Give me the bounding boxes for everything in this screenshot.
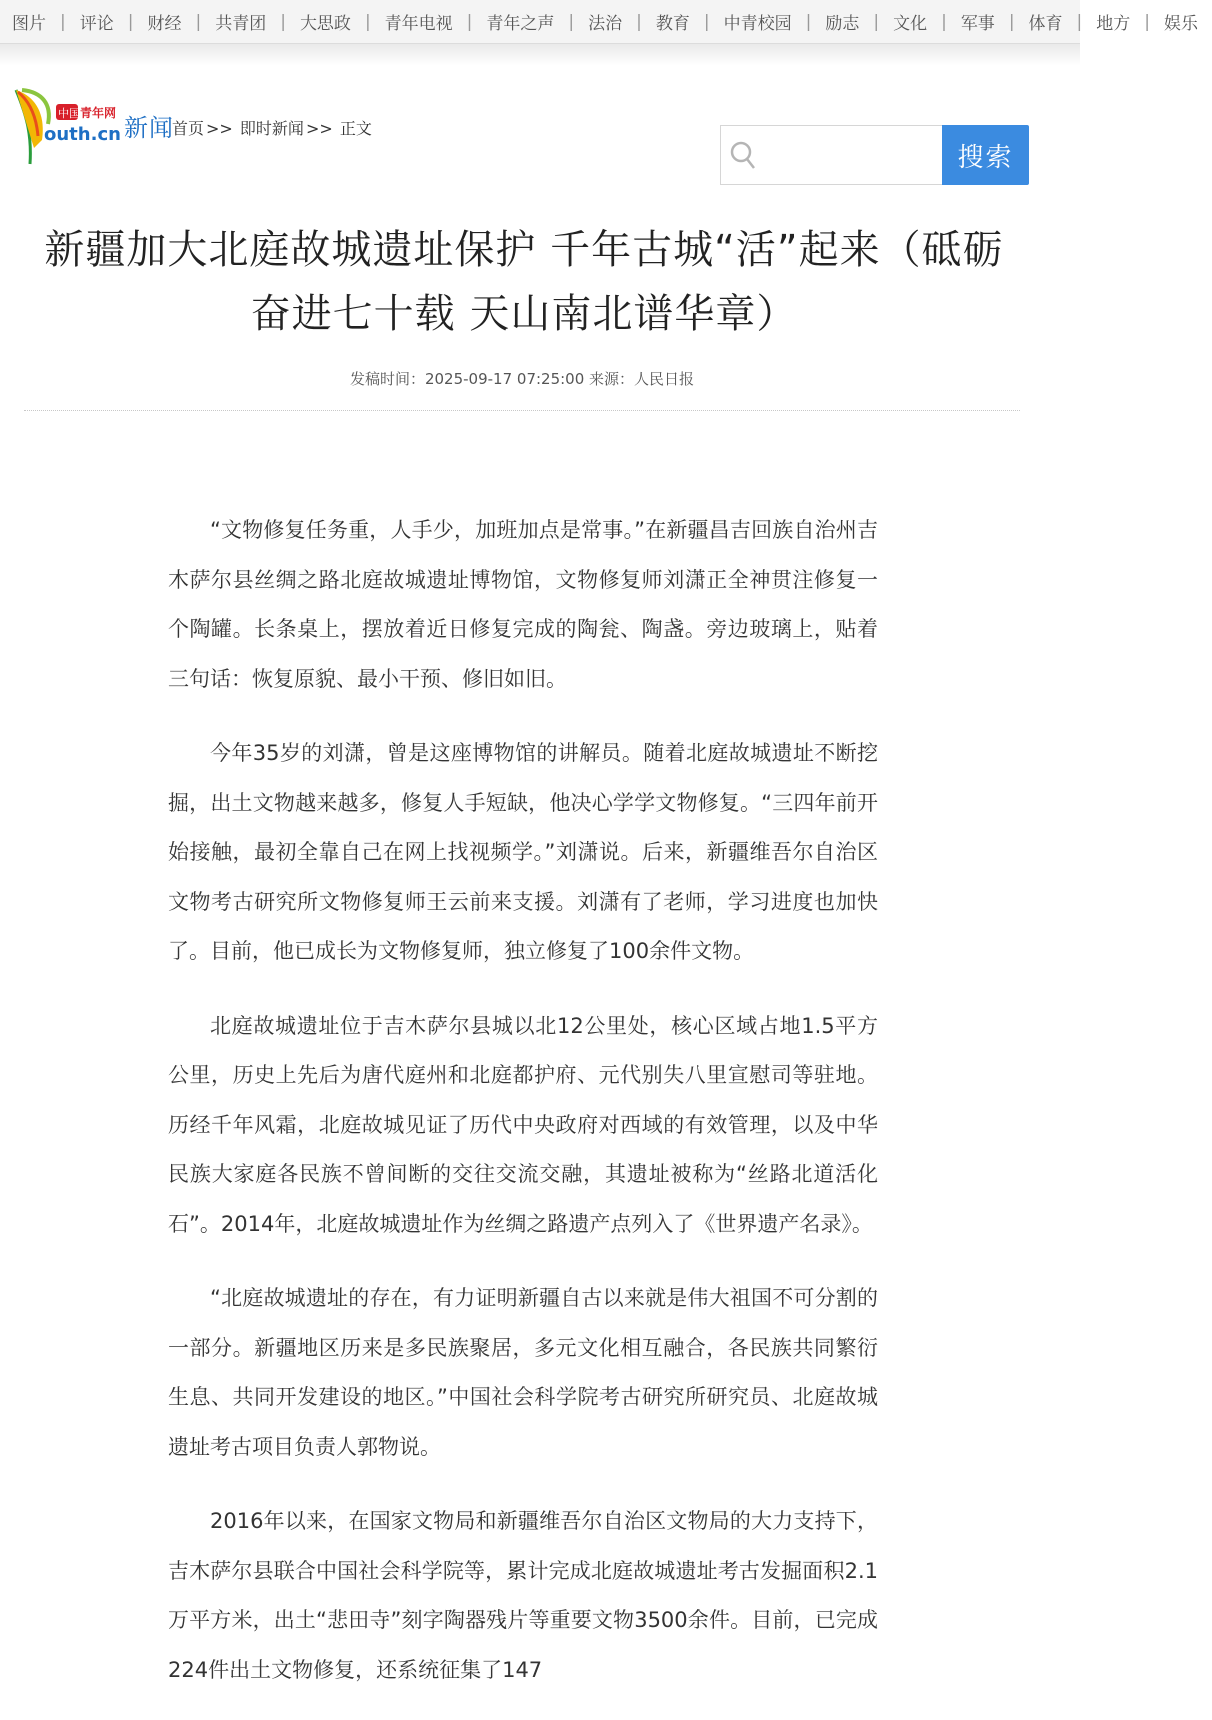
breadcrumb (172, 116, 374, 139)
nav-separator: | (195, 11, 202, 32)
nav-item[interactable]: 体育 (1028, 14, 1063, 34)
search-input[interactable] (763, 127, 933, 183)
article-meta: 发稿时间：2025-09-17 07:25:00 来源：人民日报 (349, 370, 695, 388)
article-title: 新疆加大北庭故城遗址保护 千年古城“活”起来（砥砺奋进七十载 天山南北谱华章） (44, 227, 1004, 337)
article-paragraph: 2016年以来，在国家文物局和新疆维吾尔自治区文物局的大力支持下，吉木萨尔县联合中国社会科学院等，累计完成北庭故城遗址考古发掘面积2.1万平方米，出土“悲田寺”刻字陶器残片等重要文物3500余件。目前，已完成224件出土文物修复，还系统征集了147 (168, 1509, 878, 1682)
search-box (720, 125, 944, 185)
nav-separator: | (568, 11, 575, 32)
logo-domain: outh.cn (44, 124, 121, 145)
search-button[interactable]: 搜索 (942, 125, 1029, 185)
nav-separator: | (364, 11, 371, 32)
search-icon (729, 138, 757, 172)
breadcrumb-separator: >> (305, 119, 333, 138)
nav-item[interactable]: 娱乐 (1164, 14, 1199, 34)
article-body (168, 506, 878, 1720)
site-logo[interactable] (12, 84, 120, 168)
nav-separator: | (127, 11, 134, 32)
youth-logo-icon (12, 84, 120, 168)
svg-text:青年网: 青年网 (80, 106, 117, 120)
nav-separator: | (636, 11, 642, 32)
nav-shadow (0, 44, 1080, 66)
breadcrumb-news[interactable]: 即时新闻 (239, 119, 304, 138)
nav-item[interactable]: 青年电视 (384, 14, 453, 34)
nav-separator: | (280, 11, 286, 32)
nav-separator: | (60, 11, 66, 32)
breadcrumb-current: 正文 (339, 119, 372, 138)
nav-separator: | (466, 11, 473, 32)
breadcrumb-separator: >> (206, 119, 233, 138)
nav-item[interactable]: 地方 (1096, 14, 1131, 34)
nav-item[interactable]: 财经 (147, 14, 182, 34)
article-paragraph: “文物修复任务重，人手少，加班加点是常事。”在新疆昌吉回族自治州吉木萨尔县丝绸之路北庭故城遗址博物馆，文物修复师刘潇正全神贯注修复一个陶罐。长条桌上，摆放着近日修复完成的陶瓮、陶盏。旁边玻璃上，贴着三句话：恢复原貌、最小干预、修旧如旧。 (168, 518, 878, 691)
nav-separator: | (805, 11, 812, 32)
nav-item[interactable]: 法治 (588, 14, 623, 34)
top-navigation (0, 0, 1199, 44)
section-name[interactable]: 新闻 (124, 114, 174, 142)
breadcrumb-home[interactable]: 首页 (172, 119, 205, 138)
nav-item[interactable]: 中青校园 (723, 14, 792, 34)
nav-separator: | (1008, 11, 1015, 32)
article-paragraph: “北庭故城遗址的存在，有力证明新疆自古以来就是伟大祖国不可分割的一部分。新疆地区历来是多民族聚居，多元文化相互融合，各民族共同繁衍生息、共同开发建设的地区。”中国社会科学院考古研究所研究员、北庭故城遗址考古项目负责人郭物说。 (168, 1286, 878, 1459)
svg-text:中国: 中国 (58, 107, 80, 120)
nav-item[interactable]: 青年之声 (486, 14, 555, 34)
article-paragraph: 北庭故城遗址位于吉木萨尔县城以北12公里处，核心区域占地1.5平方公里，历史上先后为唐代庭州和北庭都护府、元代别失八里宣慰司等驻地。历经千年风霜，北庭故城见证了历代中央政府对西域的有效管理，以及中华民族大家庭各民族不曾间断的交往交流交融，其遗址被称为“丝路北道活化石”。2014年，北庭故城遗址作为丝绸之路遗产点列入了《世界遗产名录》。 (168, 1013, 878, 1236)
title-divider (24, 410, 1020, 411)
nav-separator: | (1144, 11, 1151, 32)
nav-separator: | (1076, 11, 1083, 32)
nav-item[interactable]: 励志 (825, 14, 860, 34)
nav-item[interactable]: 共青团 (215, 14, 267, 34)
nav-item[interactable]: 教育 (655, 14, 690, 34)
nav-item[interactable]: 军事 (960, 14, 995, 34)
nav-separator: | (873, 11, 880, 32)
nav-item[interactable]: 大思政 (299, 14, 351, 34)
nav-item[interactable]: 文化 (893, 14, 928, 34)
nav-item[interactable]: 评论 (79, 14, 114, 34)
nav-item[interactable]: 图片 (12, 14, 46, 34)
nav-separator: | (941, 11, 947, 32)
article-paragraph: 今年35岁的刘潇，曾是这座博物馆的讲解员。随着北庭故城遗址不断挖掘，出土文物越来越多，修复人手短缺，他决心学学文物修复。“三四年前开始接触，最初全靠自己在网上找视频学。”刘潇说。后来，新疆维吾尔自治区文物考古研究所文物修复师王云前来支援。刘潇有了老师，学习进度也加快了。目前，他已成长为文物修复师，独立修复了100余件文物。 (168, 741, 878, 963)
nav-separator: | (703, 11, 710, 32)
